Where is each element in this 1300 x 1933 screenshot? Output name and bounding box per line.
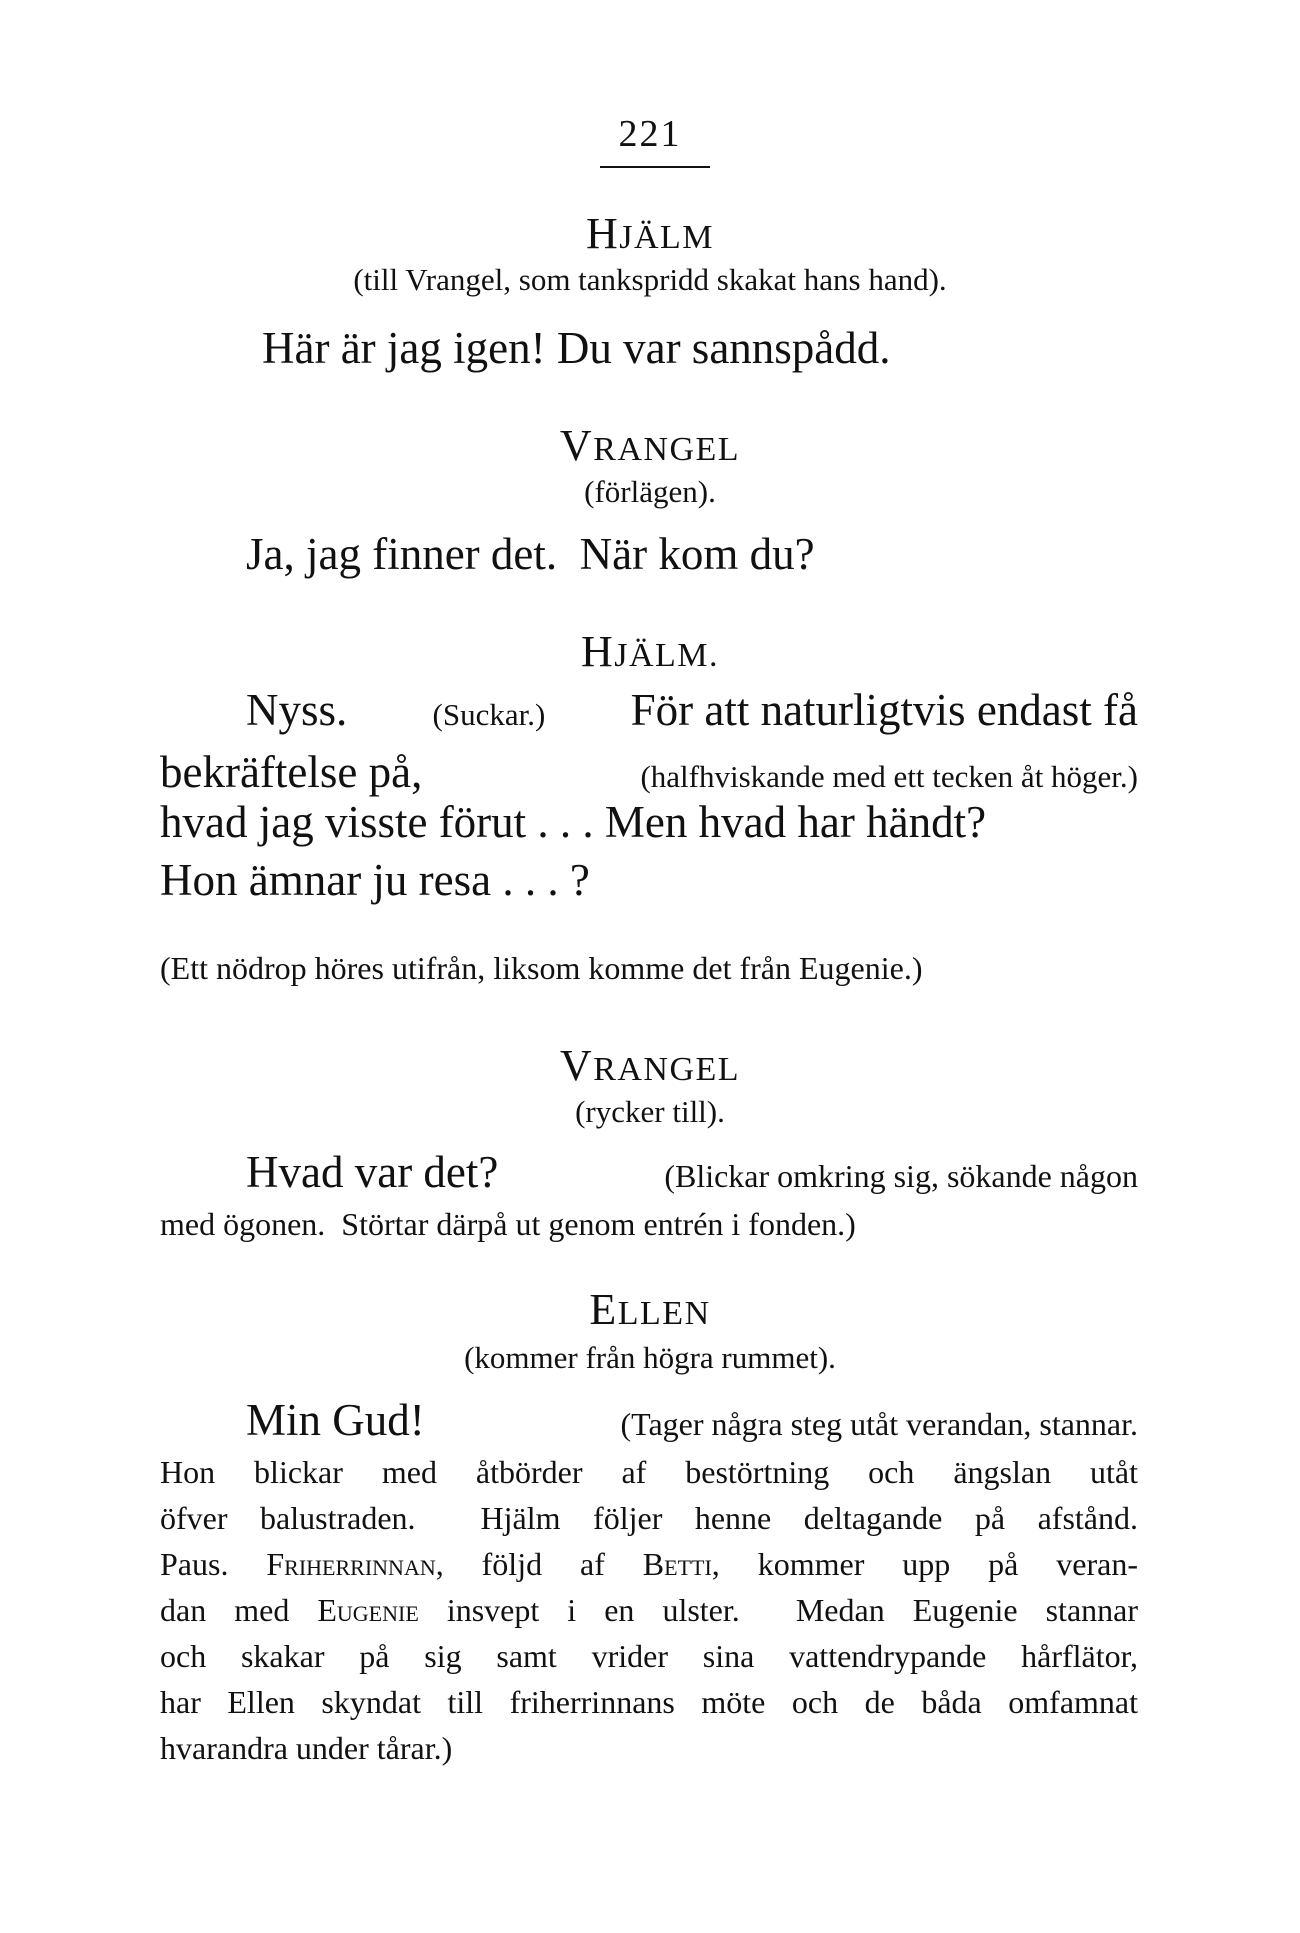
dialogue-ellen-line-1: Min Gud! (Tager några steg utåt verandan, stannar.: [246, 1395, 1138, 1445]
stage-direction-ellen-line-5: dan med Eugenie insvept i en ulster. Medan Eugenie stannar: [160, 1592, 1138, 1628]
stage-direction-nodrop: (Ett nödrop höres utifrån, liksom komme det från Eugenie.): [160, 950, 923, 986]
dialogue-vrangel-2-line-1: Hvad var det? (Blickar omkring sig, sökande någon: [246, 1147, 1138, 1197]
character-betti: Betti: [642, 1546, 712, 1582]
page-number: 221: [618, 113, 682, 155]
dialogue-hjalm-2-line-3: hvad jag visste förut . . . Men hvad har händt?: [160, 797, 987, 847]
stage-direction-ellen: (kommer från högra rummet).: [464, 1340, 836, 1375]
character-friherrinnan: Friherrinnan: [266, 1546, 436, 1582]
dialogue-hjalm-2-line-2: bekräftelse på, (halfhviskande med ett tecken åt höger.): [160, 747, 1138, 797]
stage-direction-ellen-line-7: har Ellen skyndat till friherrinnans möte och de båda omfamnat: [160, 1684, 1138, 1720]
dialogue-hjalm-2-line-1: Nyss. (Suckar.) För att naturligtvis endast få: [246, 685, 1138, 735]
speaker-hjalm-2: HJÄLM.: [580, 627, 720, 676]
stage-direction-ellen-line-6: och skakar på sig samt vrider sina vattendrypande hårflätor,: [160, 1638, 1138, 1674]
stage-direction-vrangel-2-line-2: med ögonen. Störtar därpå ut genom entrén i fonden.): [160, 1206, 856, 1242]
speaker-ellen: ELLEN: [589, 1285, 711, 1334]
character-eugenie: Eugenie: [317, 1592, 419, 1628]
dialogue-vrangel-1: Ja, jag finner det. När kom du?: [246, 529, 815, 579]
stage-direction-hjalm-1: (till Vrangel, som tankspridd skakat hans hand).: [353, 262, 947, 297]
stage-direction-ellen-line-8: hvarandra under tårar.): [160, 1730, 453, 1766]
speaker-hjalm-1: HJÄLM: [585, 209, 715, 258]
stage-direction-ellen-line-3: öfver balustraden. Hjälm följer henne deltagande på afstånd.: [160, 1500, 1138, 1536]
speaker-vrangel-2: VRANGEL: [559, 1041, 741, 1090]
dialogue-hjalm-1: Här är jag igen! Du var sannspådd.: [262, 323, 891, 373]
stage-direction-vrangel-2: (rycker till).: [575, 1094, 725, 1129]
stage-direction-ellen-line-2: Hon blickar med åtbörder af bestörtning och ängslan utåt: [160, 1454, 1138, 1490]
stage-direction-ellen-line-4: Paus. Friherrinnan, följd af Betti, kommer upp på veran-: [160, 1546, 1139, 1582]
page-number-rule: [600, 166, 710, 168]
stage-direction-vrangel-1: (förlägen).: [584, 474, 716, 509]
dialogue-hjalm-2-line-4: Hon ämnar ju resa . . . ?: [160, 855, 590, 905]
speaker-vrangel-1: VRANGEL: [559, 421, 741, 470]
